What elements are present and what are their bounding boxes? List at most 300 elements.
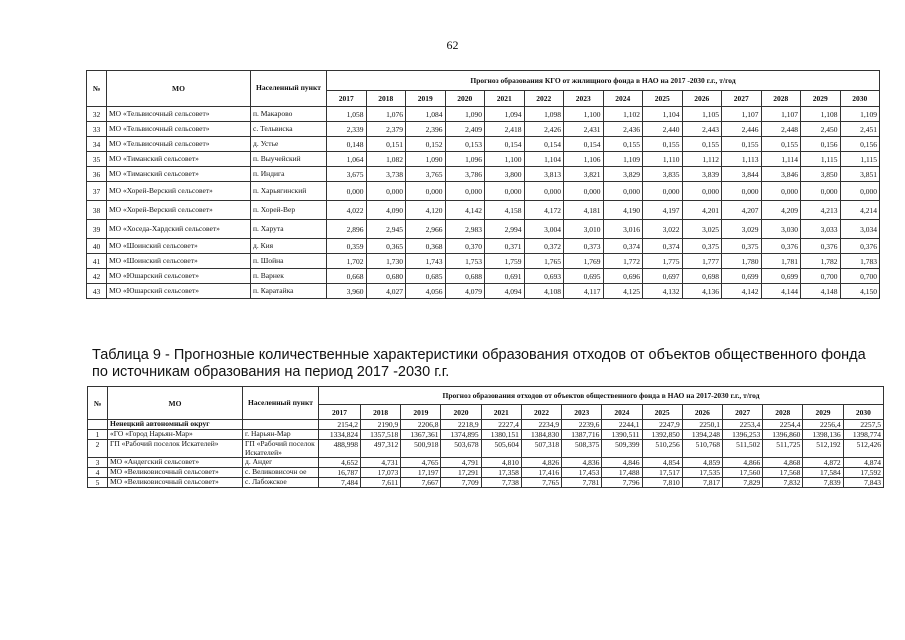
- value-cell: 4,117: [564, 284, 604, 299]
- value-cell: 2,379: [366, 122, 406, 137]
- total-label: Ненецкий автономный округ: [108, 420, 243, 430]
- value-cell: 0,375: [722, 239, 762, 254]
- value-cell: 4,150: [840, 284, 880, 299]
- table-row: [87, 167, 880, 182]
- year-header: 2019: [401, 405, 441, 420]
- row-mo: МО «Тиманский сельсовет»: [107, 152, 251, 167]
- value-cell: 2257,5: [843, 420, 883, 430]
- value-cell: 1,107: [761, 107, 801, 122]
- value-cell: 0,000: [722, 182, 762, 201]
- value-cell: 7,611: [361, 478, 401, 488]
- value-cell: 1,743: [406, 254, 446, 269]
- value-cell: 0,699: [722, 269, 762, 284]
- value-cell: 1380,151: [481, 430, 521, 440]
- header-settlement: Населенный пункт: [251, 71, 327, 107]
- value-cell: 1,107: [722, 107, 762, 122]
- year-header: 2025: [642, 405, 682, 420]
- value-cell: 1384,830: [521, 430, 561, 440]
- value-cell: 2,945: [366, 220, 406, 239]
- value-cell: 7,765: [521, 478, 561, 488]
- value-cell: 2,448: [761, 122, 801, 137]
- value-cell: 2206,8: [401, 420, 441, 430]
- row-num: 34: [87, 137, 107, 152]
- value-cell: 2,396: [406, 122, 446, 137]
- value-cell: 7,667: [401, 478, 441, 488]
- header-mo: МО: [107, 71, 251, 107]
- row-place: п. Выучейский: [251, 152, 327, 167]
- value-cell: 1,090: [406, 152, 446, 167]
- value-cell: 3,030: [761, 220, 801, 239]
- year-header: 2030: [843, 405, 883, 420]
- value-cell: 0,154: [564, 137, 604, 152]
- value-cell: 512,192: [803, 440, 843, 458]
- value-cell: 2218,9: [441, 420, 481, 430]
- value-cell: 4,810: [481, 458, 521, 468]
- table-row: [88, 458, 884, 468]
- row-mo: МО «Юшарский сельсовет»: [107, 269, 251, 284]
- value-cell: 17,488: [602, 468, 642, 478]
- row-place: п. Шойна: [251, 254, 327, 269]
- year-header: 2024: [602, 405, 642, 420]
- row-num: 39: [87, 220, 107, 239]
- value-cell: 1,090: [445, 107, 485, 122]
- value-cell: 507,318: [521, 440, 561, 458]
- value-cell: 0,375: [682, 239, 722, 254]
- value-cell: 1,096: [445, 152, 485, 167]
- header-mo: МО: [108, 387, 243, 420]
- kgo-forecast-table: [86, 70, 880, 299]
- value-cell: 3,010: [564, 220, 604, 239]
- value-cell: 2,431: [564, 122, 604, 137]
- value-cell: 1,064: [327, 152, 367, 167]
- value-cell: 3,813: [524, 167, 564, 182]
- value-cell: 4,108: [524, 284, 564, 299]
- value-cell: 2,446: [722, 122, 762, 137]
- row-num: 36: [87, 167, 107, 182]
- value-cell: 4,079: [445, 284, 485, 299]
- value-cell: 4,872: [803, 458, 843, 468]
- value-cell: 7,829: [722, 478, 762, 488]
- value-cell: 2,436: [603, 122, 643, 137]
- value-cell: 7,796: [602, 478, 642, 488]
- value-cell: 0,000: [406, 182, 446, 201]
- row-num: 5: [88, 478, 108, 488]
- value-cell: 500,918: [401, 440, 441, 458]
- row-mo: МО «Хоседа-Хардский сельсовет»: [107, 220, 251, 239]
- value-cell: 0,000: [801, 182, 841, 201]
- value-cell: 17,197: [401, 468, 441, 478]
- value-cell: 7,738: [481, 478, 521, 488]
- header-forecast: Прогноз образования отходов от объектов общественного фонда в НАО на 2017-2030 г.г., т/год: [319, 387, 884, 405]
- value-cell: 0,365: [366, 239, 406, 254]
- value-cell: 3,786: [445, 167, 485, 182]
- value-cell: 2234,9: [521, 420, 561, 430]
- public-fund-waste-table: [87, 386, 884, 488]
- value-cell: 0,693: [524, 269, 564, 284]
- value-cell: 0,000: [485, 182, 525, 201]
- value-cell: 3,004: [524, 220, 564, 239]
- value-cell: 17,568: [763, 468, 803, 478]
- value-cell: 1,730: [366, 254, 406, 269]
- row-mo: МО «Великовисочный сельсовет»: [108, 468, 243, 478]
- value-cell: 1,114: [761, 152, 801, 167]
- row-num: 4: [88, 468, 108, 478]
- value-cell: 4,120: [406, 201, 446, 220]
- value-cell: 1,780: [722, 254, 762, 269]
- value-cell: 3,675: [327, 167, 367, 182]
- year-header: 2022: [524, 91, 564, 107]
- value-cell: 3,022: [643, 220, 683, 239]
- row-mo: МО «Андегский сельсовет»: [108, 458, 243, 468]
- table-row: [88, 478, 884, 488]
- value-cell: 1357,518: [361, 430, 401, 440]
- value-cell: 3,738: [366, 167, 406, 182]
- value-cell: 4,874: [843, 458, 883, 468]
- value-cell: 7,484: [319, 478, 361, 488]
- value-cell: 511,502: [722, 440, 762, 458]
- year-header: 2024: [603, 91, 643, 107]
- table-row: [87, 239, 880, 254]
- value-cell: 2,339: [327, 122, 367, 137]
- year-header: 2017: [327, 91, 367, 107]
- value-cell: 1,112: [682, 152, 722, 167]
- value-cell: 0,698: [682, 269, 722, 284]
- value-cell: 503,678: [441, 440, 481, 458]
- value-cell: 2244,1: [602, 420, 642, 430]
- value-cell: 4,136: [682, 284, 722, 299]
- value-cell: 1,058: [327, 107, 367, 122]
- value-cell: 0,155: [603, 137, 643, 152]
- value-cell: 0,155: [643, 137, 683, 152]
- year-header: 2025: [643, 91, 683, 107]
- value-cell: 2239,6: [562, 420, 602, 430]
- row-num: 41: [87, 254, 107, 269]
- value-cell: 7,810: [642, 478, 682, 488]
- value-cell: 1,082: [366, 152, 406, 167]
- year-header: 2026: [682, 405, 722, 420]
- value-cell: 3,960: [327, 284, 367, 299]
- value-cell: 1,759: [485, 254, 525, 269]
- value-cell: 3,844: [722, 167, 762, 182]
- value-cell: 4,056: [406, 284, 446, 299]
- table-row: [87, 284, 880, 299]
- row-num: 38: [87, 201, 107, 220]
- value-cell: 7,832: [763, 478, 803, 488]
- value-cell: 2,409: [445, 122, 485, 137]
- value-cell: 510,256: [642, 440, 682, 458]
- row-place: г. Нарьян-Мар: [243, 430, 319, 440]
- value-cell: 4,854: [642, 458, 682, 468]
- value-cell: 4,652: [319, 458, 361, 468]
- value-cell: 2,994: [485, 220, 525, 239]
- value-cell: 3,846: [761, 167, 801, 182]
- value-cell: 0,359: [327, 239, 367, 254]
- value-cell: 3,821: [564, 167, 604, 182]
- row-mo: «ГО «Город Нарьян-Мар»: [108, 430, 243, 440]
- value-cell: 4,094: [485, 284, 525, 299]
- value-cell: 4,142: [445, 201, 485, 220]
- value-cell: 4,791: [441, 458, 481, 468]
- value-cell: 0,697: [643, 269, 683, 284]
- value-cell: 2,451: [840, 122, 880, 137]
- table-row: [87, 152, 880, 167]
- value-cell: 3,839: [682, 167, 722, 182]
- row-mo: МО «Тельвисочный сельсовет»: [107, 107, 251, 122]
- row-num: 2: [88, 440, 108, 458]
- table-row-total: [88, 420, 884, 430]
- row-mo: МО «Тиманский сельсовет»: [107, 167, 251, 182]
- value-cell: 3,800: [485, 167, 525, 182]
- value-cell: 4,125: [603, 284, 643, 299]
- value-cell: 4,826: [521, 458, 561, 468]
- year-header: 2018: [366, 91, 406, 107]
- value-cell: 1,115: [840, 152, 880, 167]
- value-cell: 17,560: [722, 468, 762, 478]
- value-cell: 2253,4: [722, 420, 762, 430]
- value-cell: 4,213: [801, 201, 841, 220]
- value-cell: 0,156: [840, 137, 880, 152]
- row-place: п. Харута: [251, 220, 327, 239]
- value-cell: 2247,9: [642, 420, 682, 430]
- value-cell: 0,696: [603, 269, 643, 284]
- row-place: [243, 420, 319, 430]
- value-cell: 2,426: [524, 122, 564, 137]
- value-cell: 2227,4: [481, 420, 521, 430]
- value-cell: 4,158: [485, 201, 525, 220]
- row-num: 37: [87, 182, 107, 201]
- value-cell: 1,084: [406, 107, 446, 122]
- value-cell: 3,829: [603, 167, 643, 182]
- value-cell: 7,839: [803, 478, 843, 488]
- value-cell: 0,376: [761, 239, 801, 254]
- value-cell: 0,688: [445, 269, 485, 284]
- row-num: 3: [88, 458, 108, 468]
- row-num: 33: [87, 122, 107, 137]
- row-place: ГП «Рабочий поселок Искателей»: [243, 440, 319, 458]
- year-header: 2020: [441, 405, 481, 420]
- value-cell: 0,000: [643, 182, 683, 201]
- row-place: д. Кия: [251, 239, 327, 254]
- value-cell: 1,106: [564, 152, 604, 167]
- value-cell: 1,108: [801, 107, 841, 122]
- table-row: [87, 254, 880, 269]
- year-header: 2021: [481, 405, 521, 420]
- value-cell: 4,027: [366, 284, 406, 299]
- value-cell: 1,772: [603, 254, 643, 269]
- row-mo: МО «Хорей-Верский сельсовет»: [107, 182, 251, 201]
- value-cell: 4,836: [562, 458, 602, 468]
- value-cell: 1,781: [761, 254, 801, 269]
- value-cell: 0,368: [406, 239, 446, 254]
- year-header: 2023: [564, 91, 604, 107]
- value-cell: 2254,4: [763, 420, 803, 430]
- value-cell: 0,700: [840, 269, 880, 284]
- value-cell: 4,201: [682, 201, 722, 220]
- value-cell: 0,152: [406, 137, 446, 152]
- table-row: [88, 440, 884, 458]
- table-row: [87, 182, 880, 201]
- value-cell: 1,769: [564, 254, 604, 269]
- value-cell: 3,765: [406, 167, 446, 182]
- year-header: 2026: [682, 91, 722, 107]
- value-cell: 0,000: [445, 182, 485, 201]
- row-num: 1: [88, 430, 108, 440]
- value-cell: 4,197: [643, 201, 683, 220]
- value-cell: 0,668: [327, 269, 367, 284]
- table-row: [87, 107, 880, 122]
- value-cell: 0,699: [761, 269, 801, 284]
- year-header: 2029: [801, 91, 841, 107]
- value-cell: 4,144: [761, 284, 801, 299]
- value-cell: 1,110: [643, 152, 683, 167]
- row-mo: МО «Шоинский сельсовет»: [107, 239, 251, 254]
- value-cell: 1,115: [801, 152, 841, 167]
- value-cell: 3,033: [801, 220, 841, 239]
- value-cell: 0,000: [524, 182, 564, 201]
- value-cell: 0,691: [485, 269, 525, 284]
- value-cell: 0,154: [485, 137, 525, 152]
- value-cell: 0,155: [682, 137, 722, 152]
- value-cell: 2,450: [801, 122, 841, 137]
- value-cell: 0,000: [840, 182, 880, 201]
- value-cell: 0,000: [366, 182, 406, 201]
- table-row: [87, 122, 880, 137]
- value-cell: 4,148: [801, 284, 841, 299]
- row-place: д. Устье: [251, 137, 327, 152]
- value-cell: 7,817: [682, 478, 722, 488]
- value-cell: 4,868: [763, 458, 803, 468]
- row-place: п. Хорей-Вер: [251, 201, 327, 220]
- value-cell: 1,100: [485, 152, 525, 167]
- value-cell: 1,100: [564, 107, 604, 122]
- header-num: №: [87, 71, 107, 107]
- value-cell: 7,843: [843, 478, 883, 488]
- value-cell: 1374,895: [441, 430, 481, 440]
- row-mo: МО «Шоинский сельсовет»: [107, 254, 251, 269]
- value-cell: 4,142: [722, 284, 762, 299]
- value-cell: 0,000: [327, 182, 367, 201]
- value-cell: 0,000: [564, 182, 604, 201]
- row-mo: МО «Тельвисочный сельсовет»: [107, 137, 251, 152]
- value-cell: 1,109: [840, 107, 880, 122]
- value-cell: 0,376: [840, 239, 880, 254]
- row-place: с. Тельвиска: [251, 122, 327, 137]
- year-header: 2021: [485, 91, 525, 107]
- year-header: 2030: [840, 91, 880, 107]
- value-cell: 2,440: [643, 122, 683, 137]
- value-cell: 497,312: [361, 440, 401, 458]
- row-mo: ГП «Рабочий поселок Искателей»: [108, 440, 243, 458]
- value-cell: 1,094: [485, 107, 525, 122]
- year-header: 2028: [761, 91, 801, 107]
- row-mo: МО «Великовисочный сельсовет»: [108, 478, 243, 488]
- value-cell: 4,190: [603, 201, 643, 220]
- value-cell: 7,781: [562, 478, 602, 488]
- row-mo: МО «Юшарский сельсовет»: [107, 284, 251, 299]
- value-cell: 16,787: [319, 468, 361, 478]
- table-caption: Таблица 9 - Прогнозные количественные характеристики образования отходов от объектов общественного фонда по источникам образования на период 2017 -2030 г.г.: [92, 347, 866, 380]
- value-cell: 1,775: [643, 254, 683, 269]
- value-cell: 1398,774: [843, 430, 883, 440]
- year-header: 2020: [445, 91, 485, 107]
- value-cell: 4,866: [722, 458, 762, 468]
- row-num: 40: [87, 239, 107, 254]
- value-cell: 1392,850: [642, 430, 682, 440]
- value-cell: 7,709: [441, 478, 481, 488]
- row-num: [88, 420, 108, 430]
- value-cell: 4,181: [564, 201, 604, 220]
- year-header: 2019: [406, 91, 446, 107]
- table-row: [88, 468, 884, 478]
- value-cell: 4,731: [361, 458, 401, 468]
- table-row: [87, 137, 880, 152]
- value-cell: 3,851: [840, 167, 880, 182]
- value-cell: 0,000: [761, 182, 801, 201]
- value-cell: 0,376: [801, 239, 841, 254]
- value-cell: 17,592: [843, 468, 883, 478]
- value-cell: 0,000: [682, 182, 722, 201]
- row-place: п. Варнек: [251, 269, 327, 284]
- value-cell: 1396,860: [763, 430, 803, 440]
- value-cell: 2,418: [485, 122, 525, 137]
- value-cell: 0,700: [801, 269, 841, 284]
- page-number: 62: [446, 38, 459, 52]
- value-cell: 3,016: [603, 220, 643, 239]
- value-cell: 1,105: [682, 107, 722, 122]
- value-cell: 2190,9: [361, 420, 401, 430]
- value-cell: 2,896: [327, 220, 367, 239]
- value-cell: 488,998: [319, 440, 361, 458]
- value-cell: 1,076: [366, 107, 406, 122]
- table-row: [88, 430, 884, 440]
- value-cell: 17,073: [361, 468, 401, 478]
- row-num: 43: [87, 284, 107, 299]
- year-header: 2028: [763, 405, 803, 420]
- value-cell: 17,517: [642, 468, 682, 478]
- value-cell: 1,113: [722, 152, 762, 167]
- value-cell: 1,109: [603, 152, 643, 167]
- value-cell: 2250,1: [682, 420, 722, 430]
- header-forecast: Прогноз образования КГО от жилищного фонда в НАО на 2017 -2030 г.г., т/год: [327, 71, 880, 91]
- table-row: [87, 220, 880, 239]
- value-cell: 0,373: [564, 239, 604, 254]
- row-place: п. Макарово: [251, 107, 327, 122]
- value-cell: 4,209: [761, 201, 801, 220]
- value-cell: 509,399: [602, 440, 642, 458]
- value-cell: 1387,716: [562, 430, 602, 440]
- row-place: с. Лабожское: [243, 478, 319, 488]
- value-cell: 2154,2: [319, 420, 361, 430]
- value-cell: 4,022: [327, 201, 367, 220]
- value-cell: 1,102: [603, 107, 643, 122]
- row-place: п. Индига: [251, 167, 327, 182]
- year-header: 2018: [361, 405, 401, 420]
- value-cell: 510,768: [682, 440, 722, 458]
- row-num: 32: [87, 107, 107, 122]
- value-cell: 3,029: [722, 220, 762, 239]
- value-cell: 0,680: [366, 269, 406, 284]
- value-cell: 2,983: [445, 220, 485, 239]
- value-cell: 2256,4: [803, 420, 843, 430]
- year-header: 2027: [722, 405, 762, 420]
- value-cell: 17,453: [562, 468, 602, 478]
- value-cell: 0,695: [564, 269, 604, 284]
- value-cell: 17,535: [682, 468, 722, 478]
- header-num: №: [88, 387, 108, 420]
- value-cell: 508,375: [562, 440, 602, 458]
- value-cell: 1,104: [524, 152, 564, 167]
- value-cell: 0,151: [366, 137, 406, 152]
